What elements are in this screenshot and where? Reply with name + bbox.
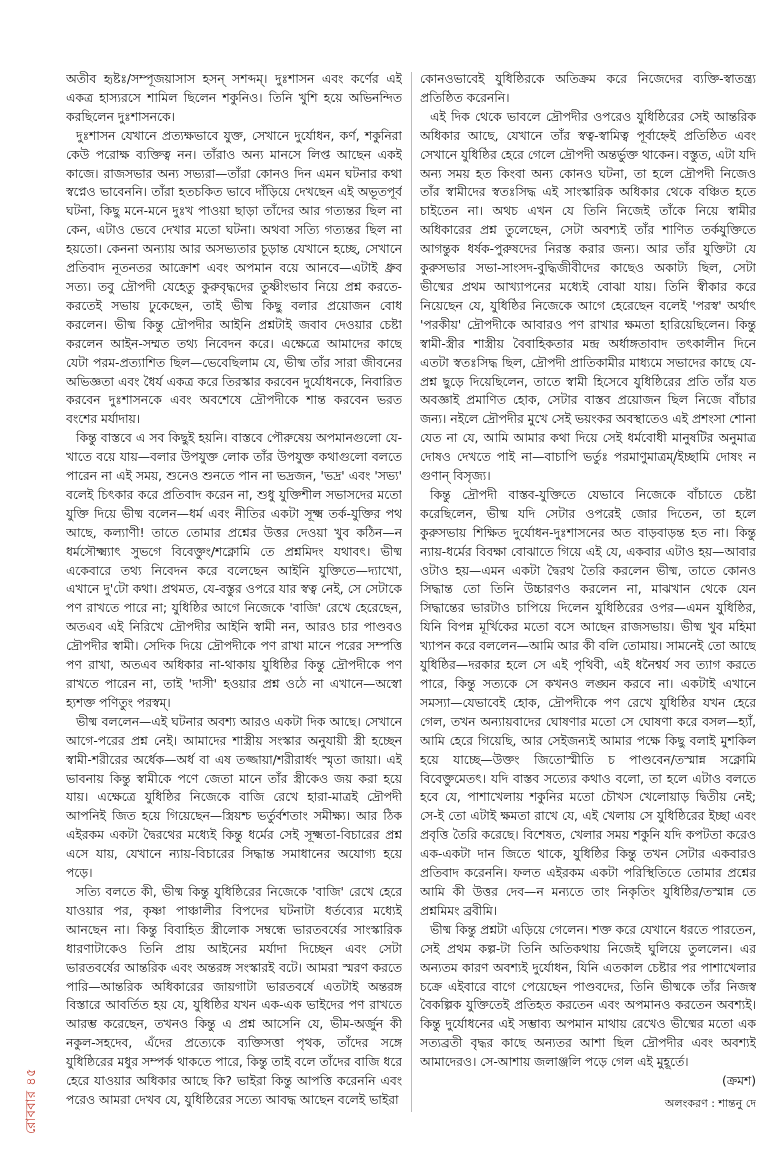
magazine-name: রোববার	[24, 1090, 39, 1134]
paragraph: ভীষ্ম বললেন—এই ঘটনার অবশ্য আরও একটা দিক আছে। সেখানে আগে-পরের প্রশ্ন নেই। আমাদের শাস্ত্রীয় সংস্কার অনুযায়ী স্ত্রী হচ্ছেন স্বামী-শরীরের অর্ধেক—অর্ধ বা এষ তজ্জায়া/শরীরার্ধং স্মৃতা জায়া। এই ভাবনায় কিন্তু স্বামীকে পণে জেতা মানে তাঁর স্ত্রীকেও জয় করা হয়ে যায়। এক্ষেত্রে যুধিষ্ঠির নিজেকে বাজি রেখে হারা-মাত্রই দ্রৌপদী আপনিই জিত হয়ে গিয়েছেন—স্ত্রিয়শ্চ ভর্তুর্বশতাং সমীক্ষ্য। আর ঠিক এইরকম একটা দ্বৈরথের মধ্যেই কিন্তু ধর্মের সেই সূক্ষ্মতা-বিচারের প্রশ্ন এসে যায়, যেখানে ন্যায়-বিচারের সিদ্ধান্ত সমাধানের অযোগ্য হয়ে পড়ে।	[66, 714, 402, 881]
paragraph: অতীব হৃষ্টঃ/সম্পূজয়াসাস হসন্ সশব্দম্। দুঃশাসন এবং কর্ণের এই একত্র হাস্যরসে শামিল ছিলেন শকুনিও। তিনি খুশি হয়ে অভিনন্দিত করছিলেন দুঃশাসনকে।	[66, 72, 402, 124]
paragraph: কোনওভাবেই যুধিষ্ঠিরকে অতিক্রম করে নিজেদের ব্যক্তি-স্বাতন্ত্র্য প্রতিষ্ঠিত করেননি।	[420, 72, 756, 105]
to-be-continued: (ক্রমশ)	[722, 1074, 756, 1089]
page-number: ৪৫	[24, 1067, 39, 1086]
column-divider	[411, 72, 412, 1112]
paragraph: কিন্তু দ্রৌপদী বাস্তব-যুক্তিতে যেভাবে নিজেকে বাঁচাতে চেষ্টা করেছিলেন, ভীষ্ম যদি সেটার ওপরেই জোর দিতেন, তা হলে কুরুসভায় শিক্ষিত দুর্যোধন-দুঃশাসনের অত বাড়বাড়ন্ত হত না। কিন্তু ন্যায়-ধর্মের বিবক্ষা বোঝাতে গিয়ে এই যে, একবার এটাও হয়—আবার ওটাও হয়—এমন একটা দ্বৈরথ তৈরি করলেন ভীষ্ম, তাতে কোনও সিদ্ধান্ত তো তিনি উচ্চারণও করলেন না, মাঝখান থেকে যেন সিদ্ধান্তের ভারটাও চাপিয়ে দিলেন যুধিষ্ঠিরের ওপর—এমন যুধিষ্ঠির, যিনি বিপন্ন মূর্খিকের মতো বসে আছেন রাজসভায়। ভীষ্ম খুব মহিমা খ্যাপন করে বললেন—আমি আর কী বলি তোমায়। সামনেই তো আছে যুধিষ্ঠির—দরকার হলে সে এই পৃথিবী, এই ধনৈশ্বর্য সব ত্যাগ করতে পারে, কিন্তু সত্যকে সে কখনও লঙ্ঘন করবে না। একটাই এখানে সমস্যা—যেভাবেই হোক, দ্রৌপদীকে পণ রেখে যুধিষ্ঠির যখন হেরে গেল, তখন অন্যায়বাদের ঘোষণার মতো সে ঘোষণা করে বসল—হ্যাঁ, আমি হেরে গিয়েছি, আর সেইজন্যই আমার পক্ষে কিছু বলাই মুশকিল হয়ে যাচ্ছে—উক্তং জিতোস্মীতি চ পাণ্ডবেন/তস্মান্ন সক্নোমি বিবেক্তুমেতৎ। যদি বাস্তব সত্যের কথাও বলো, তা হলে এটাও বলতে হবে যে, পাশাখেলায় শকুনির মতো চৌখস খেলোয়াড় দ্বিতীয় নেই; সে-ই তো এটাই ক্ষমতা রাখে যে, এই খেলায় সে যুধিষ্ঠিরের ইচ্ছা এবং প্রবৃত্তি তৈরি করেছে। বিশেষত, খেলার সময় শকুনি যদি কপটতা করেও এক-একটা দান জিতে থাকে, যুধিষ্ঠির কিন্তু তখন সেটার একবারও প্রতিবাদ করেননি। ফলত এইরকম একটা পরিস্থিতিতে তোমার প্রশ্নের আমি কী উত্তর দেব—ন মন্যতে তাং নিকৃতিং যুধিষ্ঠির/তস্মান্ন তে প্রশ্নমিমং ব্রবীমি।	[420, 487, 756, 918]
paragraph: এই দিক থেকে ভাবলে দ্রৌপদীর ওপরেও যুধিষ্ঠিরের সেই আন্তরিক অধিকার আছে, যেখানে তাঁর স্বত্ব-স্বামিত্ব পূর্বাহ্নেই প্রতিষ্ঠিত এবং সেখানে যুধিষ্ঠির হেরে গেলে দ্রৌপদী অন্তর্ভুক্ত থাকেন। বস্তুত, এটা যদি অন্য সময় হত কিংবা অন্য কোনও ঘটনা, তা হলে দ্রৌপদী নিজেও তাঁর স্বামীদের স্বতঃসিদ্ধ এই সাংস্কারিক অধিকার থেকে বঞ্চিত হতে চাইতেন না। অথচ এখন যে তিনি নিজেই তাঁকে নিয়ে স্বামীর অধিকারের প্রশ্ন তুলেছেন, সেটা অবশ্যই তাঁর শাণিত তর্কযুক্তিতে আগন্তুক ধর্ষক-পুরুষদের নিরস্ত করার জন্য। আর তাঁর যুক্তিটা যে কুরুসভার সভা-সাংসদ-বুদ্ধিজীবীদের কাছেও অকাট্য ছিল, সেটা ভীষ্মের প্রথম আখ্যাপনের মধ্যেই বোঝা যায়। তিনি স্বীকার করে নিয়েছেন যে, যুধিষ্ঠির নিজেকে আগে হেরেছেন বলেই 'পরস্ব' অর্থাৎ 'পরকীয়' দ্রৌপদীকে আবারও পণ রাখার ক্ষমতা হারিয়েছিলেন। কিন্তু স্বামী-স্ত্রীর শাস্ত্রীয় বৈবাহিকতার মন্দ্র অর্ধাঙ্গতাবাদ তৎকালীন দিনে এতটা স্বতঃসিদ্ধ ছিল, দ্রৌপদী প্রাতিকামীর মাধ্যমে সভাদের কাছে যে-প্রশ্ন ছুড়ে দিয়েছিলেন, তাতে স্বামী হিসেবে যুধিষ্ঠিরের প্রতি তাঁর যত অবজ্ঞাই প্রমাণিত হোক, সেটার বাস্তব প্রয়োজন ছিল নিজে বাঁচার জন্য। নইলে দ্রৌপদীর মুখে সেই ভয়ংকর অবস্থাতেও এই প্রশংসা শোনা যেত না যে, আমি আমার কথা দিয়ে সেই ধর্মবোধী মানুষটির অনুমাত্র দোষও দেখতে পাই না—বাচাপি ভর্তুঃ পরমাণুমাত্রম্/ইচ্ছামি দোষং ন গুণান্ বিসৃজ্য।	[420, 109, 756, 484]
page-folio	[22, 1050, 38, 1134]
right-column	[420, 70, 756, 1130]
paragraph: ভীষ্ম কিন্তু প্রশ্নটা এড়িয়ে গেলেন। শক্ত করে যেখানে ধরতে পারতেন, সেই প্রথম কল্প-টা তিনি অতিকথায় নিজেই ঘুলিয়ে তুললেন। এর অন্যতম কারণ অবশ্যই দুর্যোধন, যিনি এতকাল চেষ্টার পর পাশাখেলার চক্রে এইবারে বাগে পেয়েছেন পাণ্ডবদের, তিনি ভীষ্মকে তাঁর নিজস্ব বৈকল্পিক যুক্তিতেই প্রতিহত করতেন এবং অপমানও করতেন অবশ্যই। কিন্তু দুর্যোধনের এই সম্ভাব্য অপমান মাথায় রেখেও ভীষ্মের মতো এক সত্যব্রতী বৃদ্ধর কাছে অন্যতর আশা ছিল দ্রৌপদীর এবং অবশ্যই আমাদেরও। সে-আশায় জলাঞ্জলি পড়ে গেল এই মুহূর্তে।	[420, 922, 756, 1070]
left-column	[66, 70, 402, 1130]
paragraph: কিন্তু বাস্তবে এ সব কিছুই হয়নি। বাস্তবে পৌরুষেয় অপমানগুলো যে-খাতে বয়ে যায়—বলার উপযুক্ত লোক তাঁর উপযুক্ত কথাগুলো বলতে পারেন না এই সময়, শুনেও শুনতে পান না ভদ্রজন, 'ভদ্র' এবং 'সভ্য' বলেই চিৎকার করে প্রতিবাদ করেন না, শুধু যুক্তিশীল সভাসদের মতো যুক্তি দিয়ে ভীষ্ম বলেন—ধর্ম এবং নীতির একটা সূক্ষ্ম তর্ক-যুক্তির পথ আছে, কল্যাণী! তাতে তোমার প্রশ্নের উত্তর দেওয়া খুব কঠিন—ন ধর্মসৌক্ষ্ম্যাৎ সুভগে বিবেক্তুং/শক্নোমি তে প্রশ্নমিদং যথাবৎ। ভীষ্ম একেবারে তথ্য নিবেদন করে বলেছেন আইনি যুক্তিতে—দ্যাখো, এখানে দু'টো কথা। প্রথমত, যে-বস্তুর ওপরে যার স্বত্ব নেই, সে সেটাকে পণ রাখতে পারে না; যুধিষ্ঠির আগে নিজেকে 'বাজি' রেখে হেরেছেন, অতএব এই নিরিখে দ্রৌপদীর আইনি স্বামী নন, আরও চার পাণ্ডবও দ্রৌপদীর স্বামী। সেদিক দিয়ে দ্রৌপদীকে পণ রাখা মানে পরের সম্পত্তি পণ রাখা, অতএব অধিকার না-থাকায় যুধিষ্ঠির কিন্তু দ্রৌপদীকে পণ রাখতে পারেন না, তাই 'দাসী' হওয়ার প্রশ্ন ওঠে না এখানে—অস্বো হ্যশক্ত পণিতুং পরস্বম্।	[66, 431, 402, 710]
paragraph: দুঃশাসন যেখানে প্রত্যক্ষভাবে যুক্ত, সেখানে দুর্যোধন, কর্ণ, শকুনিরা কেউ পরোক্ষ ব্যক্তিত্ব নন। তাঁরাও অন্য মানসে লিপ্ত আছেন একই কাজে। রাজসভার অন্য সভ্যরা—তাঁরা কোনও দিন এমন ঘটনার কথা স্বপ্নেও ভাবেননি। তাঁরা হতচকিত ভাবে দাঁড়িয়ে দেখছেন এই অভূতপূর্ব ঘটনা, কিছু মনে-মনে দুঃখ পাওয়া ছাড়া তাঁদের আর গত্যন্তর ছিল না কেন, এটাও ভেবে দেখার মতো ঘটনা। অথবা সত্যি গত্যন্তর ছিল না হয়তো। কেননা অন্যায় আর অসভ্যতার চূড়ান্ত যেখানে হচ্ছে, সেখানে প্রতিবাদ নূতনতর আক্রোশ এবং অপমান বয়ে আনবে—এটাই ধ্রুব সত্য। তবু দ্রৌপদী যেহেতু কুরুবৃদ্ধদের তুষ্ণীংভাব নিয়ে প্রশ্ন করতে-করতেই সভায় ঢুকেছেন, তাই ভীষ্ম কিছু বলার প্রয়োজন বোধ করলেন। ভীষ্ম কিন্তু দ্রৌপদীর আইনি প্রশ্নটাই জবাব দেওয়ার চেষ্টা করলেন আইন-সম্মত তথ্য নিবেদন করে। এক্ষেত্রে আমাদের কাছে যেটা পরম-প্রত্যাশিত ছিল—ভেবেছিলাম যে, ভীষ্ম তাঁর সারা জীবনের অভিজ্ঞতা এবং ধৈর্য একত্র করে তিরস্কার করবেন দুর্যোধনকে, নিবারিত করবেন দুঃশাসনকে এবং অবশেষে দ্রৌপদীকে শান্ত করবেন ভরত বংশের মর্যাদায়।	[66, 128, 402, 427]
magazine-page	[66, 70, 756, 1140]
illustration-credit: অলংকরণ : শান্তনু দে	[664, 1096, 756, 1110]
folio-text	[22, 1068, 43, 1134]
paragraph: সত্যি বলতে কী, ভীষ্ম কিন্তু যুধিষ্ঠিরের নিজেকে 'বাজি' রেখে হেরে যাওয়ার পর, কৃষ্ণা পাঞ্চালীর বিপদের ঘটনাটা ধর্তব্যের মধ্যেই আনছেন না। কিন্তু বিবাহিত স্ত্রীলোক সম্বন্ধে ভারতবর্ষের সাংস্কারিক ধারণাটাকেও তিনি প্রায় আইনের মর্যাদা দিচ্ছেন এবং সেটা ভারতবর্ষের আন্তরিক এবং অন্তরঙ্গ সংস্কারই বটে। আমরা স্মরণ করতে পারি—আন্তরিক অধিকারের জায়গাটা ভারতবর্ষে এতটাই অন্তরঙ্গ বিস্তারে আবর্তিত হয় যে, যুধিষ্ঠির যখন এক-এক ভাইদের পণ রাখতে আরম্ভ করেছেন, তখনও কিন্তু এ প্রশ্ন আসেনি যে, ভীম-অর্জুন কী নকুল-সহদেব, এঁদের প্রত্যেকে ব্যক্তিসত্তা পৃথক, তাঁদের সঙ্গে যুধিষ্ঠিরের মধুর সম্পর্ক থাকতে পারে, কিন্তু তাই বলে তাঁদের বাজি ধরে হেরে যাওয়ার অধিকার আছে কি? ভাইরা কিন্তু আপত্তি করেননি এবং পরেও আমরা দেখব যে, যুধিষ্ঠিরের সত্যে আবদ্ধ আছেন বলেই ভাইরা	[66, 884, 402, 1107]
